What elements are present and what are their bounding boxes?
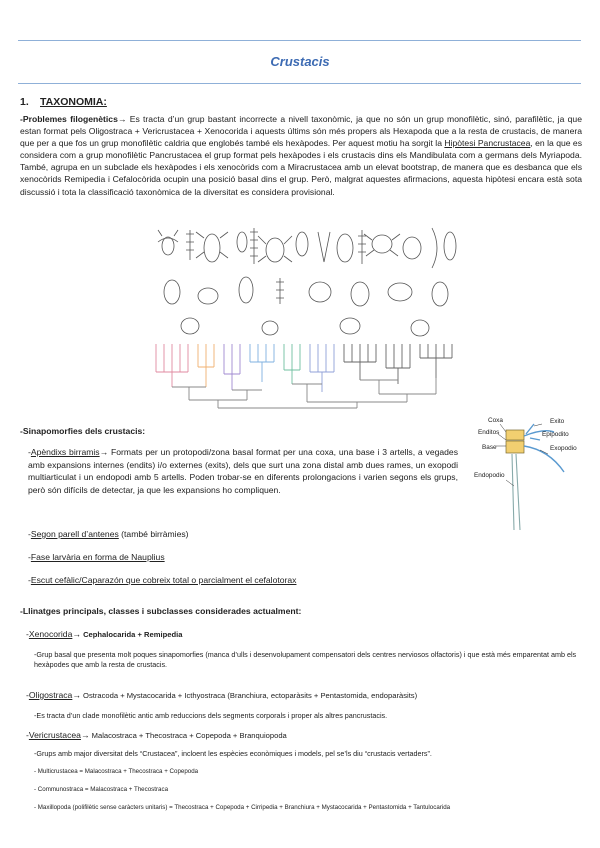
base-segment [506,441,524,453]
problems-text-1: Es tracta d’un grup bastant incorrecte a nivell taxonòmic, ja que no són un grup monofilètic, sinó, parafilètic, ja que estan format pels Oligostraca + Vericrustacea + Xenocorida i aquests últims són més propers als Hexapoda que a la resta de crustacis, de manera que per a que fos un grup monofilètic caldria que englobés també els hexàpodes. Per aquest motiu ha sorgit la [20,114,582,149]
section-heading [20,96,107,108]
arrow-icon: → [80,730,90,740]
item-text: (també birràmies) [118,529,189,539]
exopodio-label: Exopodio [550,445,577,452]
tree-branches [156,344,452,408]
pancrustacea-link: Hipòtesi Pancrustacea [444,138,531,149]
arrow-icon: → [99,447,109,457]
item-dash: - [28,529,31,539]
problems-text-2: , en la que es considera com a grup monofilètic Pancrustacea el grup format pels hexàpodes i els crustacis dins els Mandibulata com a germans dels Myriapoda. També, agrupa en un subclade els hexàpodes i els xenocòrids com a Miracrustacea amb un elevat bootstrap, de manera que es desbanca que els xenocòrids Remipedia i Cefalocòrida ocupin una posició basal dins el grup. Però, malgrat aquestes afirmacions, aquesta hipòtesi encara està sota discussió i tota la classificació taxonòmica de la diversitat es considera provisional. [20,138,583,197]
top-rule [18,40,581,41]
arrow-icon: → [117,114,127,124]
synapomorphy-item [28,446,458,496]
section-title: TAXONOMIA: [40,96,107,108]
communostraca-line: - Communostraca = Malacostraca + Thecostraca [34,786,169,793]
base-label: Base [482,444,497,451]
exito-label: Exito [550,418,565,425]
item-dash: - [28,552,31,562]
vericrustacea-note: -Grups amb major diversitat dels “Crustacea”, incloent les espècies econòmiques i models, pel se’ls diu “crustacis vertaders”. [34,749,432,758]
item-dash: - [26,629,29,639]
endopodio-label: Endopodio [474,472,505,479]
problems-label: -Problemes filogenètics [20,114,118,124]
enditos-label: Enditos [478,429,500,436]
synapomorphy-item [28,528,189,541]
phylogeny-figure [150,222,465,410]
arrow-icon: → [72,629,81,639]
coxa-segment [506,430,524,440]
vericrustacea-item [26,729,287,743]
arthropod-drawings [158,228,456,336]
vericrustacea-text: Malacostraca + Thecostraca + Copepoda + Branquiopoda [89,731,287,740]
multicrustacea-line: - Multicrustacea = Malacostraca + Thecostraca + Copepoda [34,768,199,775]
oligostraca-term: Oligostraca [28,690,73,700]
nauplius-term: Fase larvària en forma de Nauplius [30,552,165,562]
oligostraca-note: -Es tracta d’un clade monofilètic antic amb reduccions dels segments corporals i proper als altres pancrustacis. [34,711,388,720]
item-text: Formats per un protopodi/zona basal format per una coxa, una base i 3 artells, a vegades amb expansions internes (endits) i/o externes (exits), dels que surt una zona distal amb dues rames, un exopodi multiarticulat i un endopodi amb 5 artells. Poden trobar-se en diferents prolongacions i varien segons els grups, però són difícils de detectar, ja que les expansions ho compliquen. [28,447,459,495]
epipodito-label: Epipodito [542,431,569,438]
second-antennae-term: Segon parell d’antenes [30,529,119,539]
oligostraca-text: Ostracoda + Mystacocarida + Icthyostraca (Branchiura, ectoparàsits + Pentastomida, endoparàsits) [80,691,418,700]
endopod-shape [512,454,520,530]
synapomorphy-item [28,551,165,564]
item-dash: - [28,575,31,585]
coxa-label: Coxa [488,417,503,424]
biramous-limb-diagram [470,414,595,532]
xenocorida-text: Cephalocarida + Remipedia [80,630,183,639]
lineages-heading: -Llinatges principals, classes i subclasses considerades actualment: [20,606,302,616]
section-number: 1. [20,96,29,108]
maxillopoda-line: - Maxillopoda (polifilètic sense caràcters unitaris) = Thecostraca + Copepoda + Cirripedia + Branchiura + Mystacocarida + Pentastomida + Tantulocarida [34,804,451,811]
title-rule [18,83,581,84]
xenocorida-note: -Grup basal que presenta molt poques sinapomorfies (manca d’ulls i desenvolupament compensatori dels centres nerviosos olfactoris) i que està més emparentat amb els hexàpodes que amb la resta de crustacis. [34,650,577,669]
item-dash: - [26,730,29,740]
item-dash: - [28,447,31,457]
biramous-appendages-term: Apèndixs birramis [30,447,100,457]
arrow-icon: → [72,690,81,700]
phylogenetic-problems-paragraph [20,113,582,198]
page-title: Crustacis [270,54,330,69]
oligostraca-item [26,689,417,703]
xenocorida-term: Xenocorida [28,629,73,639]
item-dash: - [26,690,29,700]
cephalic-shield-term: Escut cefàlic/Caparazón que cobreix total o parcialment el cefalotorax [30,575,297,585]
synapomorphies-heading: -Sinapomorfies dels crustacis: [20,426,146,436]
vericrustacea-term: Vericrustacea [28,730,81,740]
synapomorphy-item [28,574,296,587]
xenocorida-item [26,628,182,642]
